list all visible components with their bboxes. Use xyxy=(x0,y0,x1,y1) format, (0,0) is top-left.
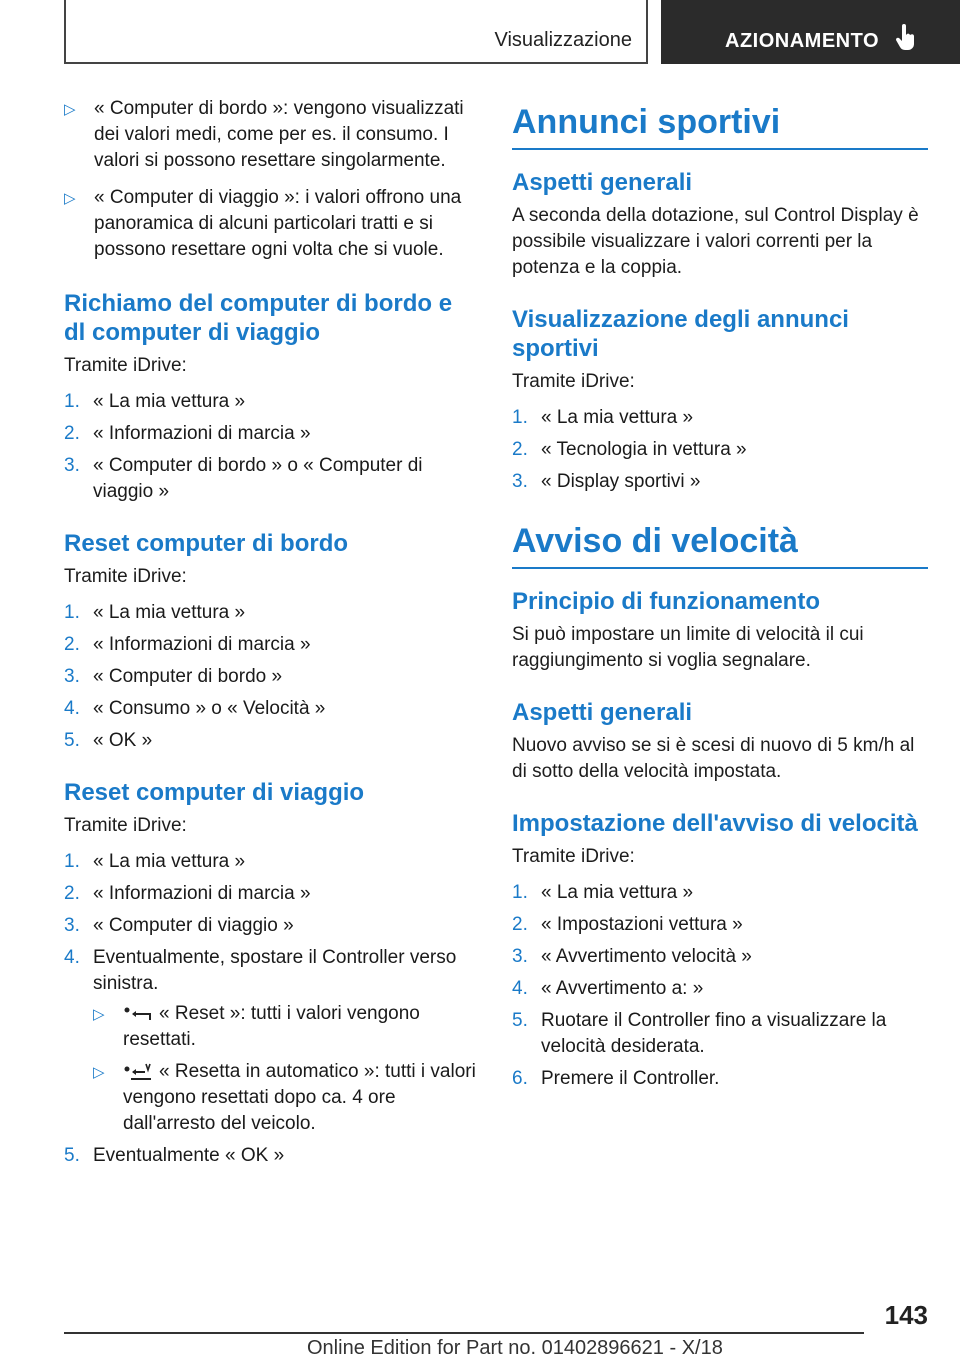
triangle-bullet-icon: ▷ xyxy=(64,190,76,207)
sub-bullet-item: ▷ « Reset »: tutti i valori vengono resettati. xyxy=(93,1003,420,1050)
header-section-title: Visualizzazione xyxy=(494,29,632,51)
header-chapter-title: AZIONAMENTO xyxy=(725,30,880,52)
steps-list xyxy=(64,600,476,754)
section-heading: Visualizzazione degli annunci sportivi xyxy=(512,306,849,362)
steps-list xyxy=(64,389,476,505)
list-item: 4. « Avvertimento a: » xyxy=(512,978,704,999)
list-item: 3. « Computer di viaggio » xyxy=(64,915,294,936)
list-item: 2. « Impostazioni vettura » xyxy=(512,914,743,935)
list-item: 2. « Informazioni di marcia » xyxy=(64,883,311,904)
list-item: 3. « Avvertimento velocità » xyxy=(512,946,752,967)
list-item: 1. « La mia vettura » xyxy=(512,407,694,428)
steps-list xyxy=(512,880,928,1092)
left-column xyxy=(64,96,476,1175)
page-number: 143 xyxy=(884,1300,928,1330)
section-heading: Richiamo del computer di bordo e dl computer di viaggio xyxy=(64,290,453,346)
list-item: 4. Eventualmente, spostare il Controller verso sinistra. ▷ « Reset »: tutti i valori vengono resettati. ▷ « Resetta in automatico »: tutti i valori vengono resettati dopo ca. 4 ore dall'arresto del veicolo. xyxy=(64,945,476,1137)
list-item: 4. « Consumo » o « Velocità » xyxy=(64,698,326,719)
body-text: Si può impostare un limite di velocità il cui raggiungimento si voglia segnalare. xyxy=(512,624,864,671)
intro-text: Tramite iDrive: xyxy=(512,371,635,392)
triangle-bullet-icon: ▷ xyxy=(93,1006,105,1023)
list-item: 1. « La mia vettura » xyxy=(64,851,246,872)
bullet-item: ▷ « Computer di bordo »: vengono visualizzati dei valori medi, come per es. il consumo. I valori si possono resettare singolarmente. xyxy=(64,98,464,171)
header-chapter-box xyxy=(661,0,960,64)
auto-reset-icon xyxy=(123,1061,153,1081)
sub-bullet-item: ▷ « Resetta in automatico »: tutti i valori vengono resettati dopo ca. 4 ore dall'arresto del veicolo. xyxy=(93,1061,476,1134)
list-item: 2. « Tecnologia in vettura » xyxy=(512,439,747,460)
section-heading: Reset computer di viaggio xyxy=(64,779,365,806)
reset-icon xyxy=(123,1005,153,1023)
steps-list xyxy=(512,405,928,495)
intro-text: Tramite iDrive: xyxy=(512,846,635,867)
chapter-heading: Avviso di velocità xyxy=(512,521,928,569)
intro-text: Tramite iDrive: xyxy=(64,566,187,587)
section-heading: Aspetti generali xyxy=(512,169,693,196)
list-item: 2. « Informazioni di marcia » xyxy=(64,423,311,444)
chapter-heading: Annunci sportivi xyxy=(512,102,928,150)
triangle-bullet-icon: ▷ xyxy=(93,1064,105,1081)
list-item: 3. « Display sportivi » xyxy=(512,471,701,492)
list-item: 1. « La mia vettura » xyxy=(64,391,246,412)
list-item: 1. « La mia vettura » xyxy=(512,882,694,903)
list-item: 2. « Informazioni di marcia » xyxy=(64,634,311,655)
list-item: 5. Eventualmente « OK » xyxy=(64,1145,285,1166)
triangle-bullet-icon: ▷ xyxy=(64,101,76,118)
intro-text: Tramite iDrive: xyxy=(64,815,187,836)
hand-pointer-icon xyxy=(895,24,917,50)
list-item: 3. « Computer di bordo » o « Computer di viaggio » xyxy=(64,455,423,502)
section-heading: Impostazione dell'avviso di velocità xyxy=(512,810,918,837)
body-text: Nuovo avviso se si è scesi di nuovo di 5 km/h al di sotto della velocità impostata. xyxy=(512,735,915,782)
list-item: 6. Premere il Controller. xyxy=(512,1068,720,1089)
list-item: 3. « Computer di bordo » xyxy=(64,666,283,687)
intro-text: Tramite iDrive: xyxy=(64,355,187,376)
list-item: 1. « La mia vettura » xyxy=(64,602,246,623)
section-heading: Principio di funzionamento xyxy=(512,588,820,615)
body-text: A seconda della dotazione, sul Control Display è possibile visualizzare i valori correnti per la potenza e la coppia. xyxy=(512,205,919,278)
list-item: 5. Ruotare il Controller fino a visualizzare la velocità desiderata. xyxy=(512,1010,887,1057)
footer-text: Online Edition for Part no. 01402896621 - X/18 xyxy=(307,1337,723,1359)
list-item: 5. « OK » xyxy=(64,730,153,751)
header-section-box xyxy=(64,0,648,64)
bullet-item: ▷ « Computer di viaggio »: i valori offrono una panoramica di alcuni particolari tratti e si possono resettare ogni volta che si vuole. xyxy=(64,187,462,260)
footer-divider xyxy=(64,1332,864,1334)
right-column xyxy=(512,102,928,1098)
section-heading: Reset computer di bordo xyxy=(64,530,349,557)
section-heading: Aspetti generali xyxy=(512,699,693,726)
steps-list xyxy=(64,849,476,1169)
